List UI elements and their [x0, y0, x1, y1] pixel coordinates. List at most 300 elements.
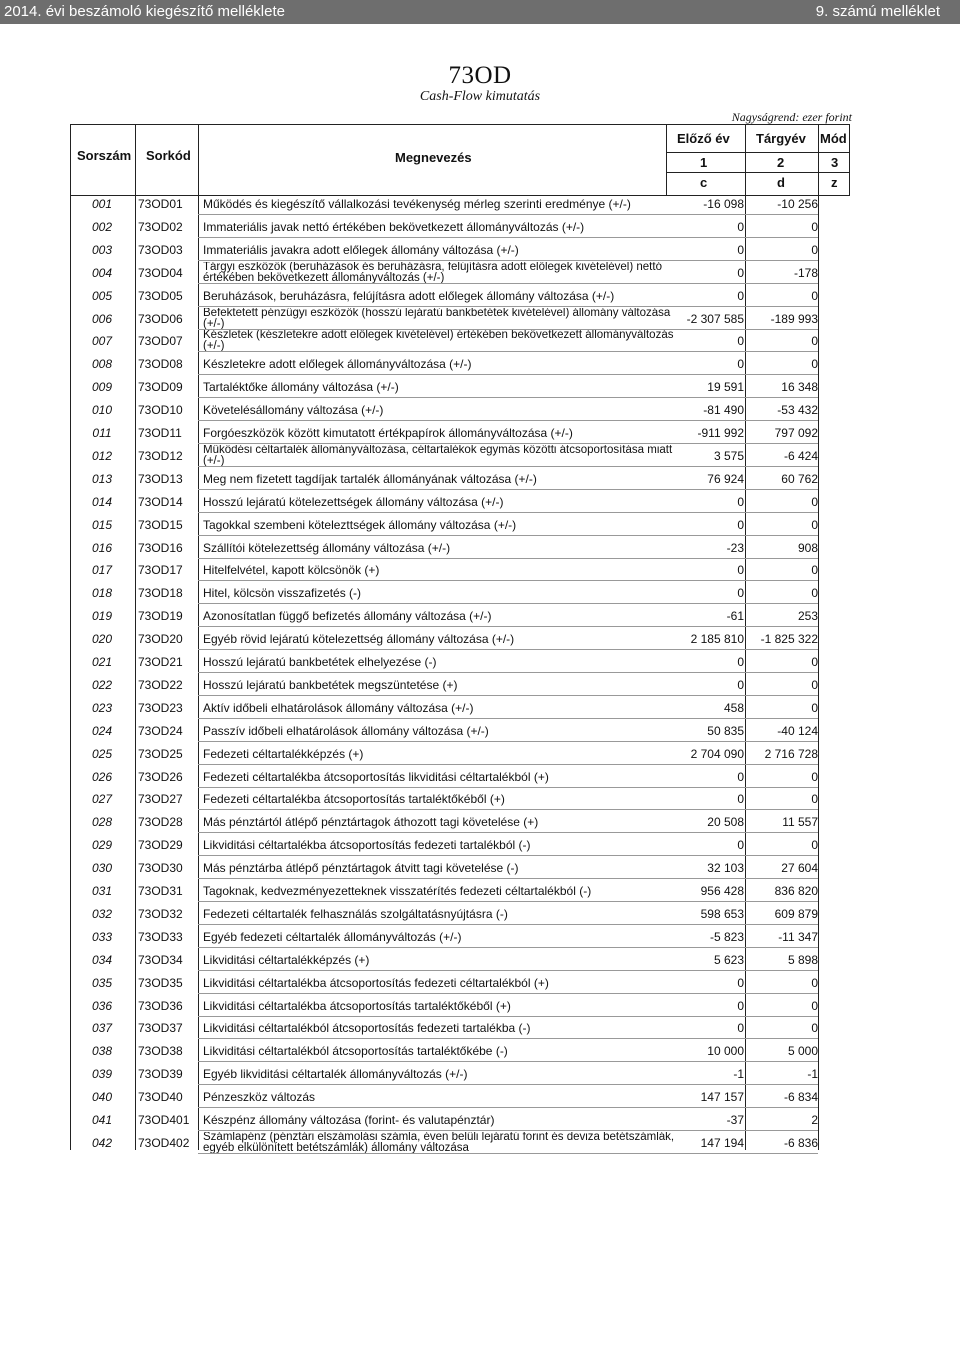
row-number: 029 — [91, 838, 113, 853]
row-previous-year: -81 490 — [703, 403, 744, 418]
row-description: Más pénztártól átlépő pénztártagok áthozott tagi követelése (+) — [203, 815, 539, 830]
table-row — [0, 743, 960, 765]
row-description: Aktív időbeli elhatárolások állomány változása (+/-) — [203, 700, 474, 715]
table-row — [0, 468, 960, 490]
row-previous-year: 458 — [723, 700, 744, 715]
row-divider — [198, 718, 818, 719]
row-code: 73OD18 — [138, 586, 183, 601]
row-current-year: 836 820 — [774, 884, 818, 898]
row-number: 013 — [91, 471, 113, 486]
row-current-year: 5 000 — [787, 1044, 818, 1059]
row-divider — [198, 580, 818, 581]
row-code: 73OD23 — [138, 700, 183, 715]
row-code: 73OD36 — [138, 998, 183, 1013]
row-number: 004 — [91, 265, 113, 280]
row-code: 73OD06 — [138, 311, 183, 326]
table-row — [0, 766, 960, 788]
row-previous-year: 0 — [737, 792, 744, 807]
table-row — [0, 857, 960, 879]
row-description: Likviditási céltartalékba átcsoportosítás fedezeti tartalékból (-) — [203, 838, 531, 853]
table-row — [0, 720, 960, 742]
row-description: Hosszú lejáratú bankbetétek elhelyezése (-) — [203, 655, 437, 669]
row-current-year: 0 — [811, 219, 818, 234]
row-divider — [198, 443, 818, 444]
row-current-year: 0 — [811, 563, 818, 578]
row-previous-year: 0 — [737, 586, 744, 601]
row-description: Készpénz állomány változása (forint- és valutapénztár) — [203, 1113, 495, 1127]
table-row — [0, 308, 960, 330]
row-current-year: 27 604 — [781, 861, 818, 876]
row-code: 73OD22 — [138, 677, 183, 692]
header-megnevezes: Megnevezés — [395, 150, 472, 165]
row-divider — [198, 741, 818, 742]
row-number: 023 — [91, 700, 113, 715]
table-row — [0, 834, 960, 856]
table-row — [0, 972, 960, 994]
row-current-year: 0 — [811, 288, 818, 303]
table-row — [0, 239, 960, 261]
row-number: 003 — [91, 242, 113, 257]
table-row — [0, 949, 960, 971]
row-divider — [198, 1016, 818, 1017]
row-number: 037 — [91, 1021, 113, 1036]
row-code: 73OD07 — [138, 334, 183, 349]
row-divider — [198, 603, 818, 604]
row-current-year: 0 — [811, 700, 818, 715]
row-previous-year: 956 428 — [700, 884, 744, 898]
row-code: 73OD03 — [138, 242, 183, 257]
row-number: 019 — [91, 609, 113, 624]
row-previous-year: 2 185 810 — [690, 632, 744, 647]
row-divider — [198, 374, 818, 375]
row-current-year: 0 — [811, 792, 818, 807]
row-divider — [198, 489, 818, 490]
table-row — [0, 880, 960, 902]
row-previous-year: 598 653 — [700, 906, 744, 921]
row-number: 008 — [91, 357, 113, 372]
row-code: 73OD11 — [138, 426, 182, 440]
row-previous-year: 0 — [737, 655, 744, 669]
row-current-year: -11 347 — [778, 929, 818, 944]
row-divider — [198, 924, 818, 925]
row-current-year: 60 762 — [781, 471, 818, 486]
row-current-year: 0 — [811, 242, 818, 257]
row-number: 005 — [91, 288, 113, 303]
row-divider — [198, 214, 818, 215]
row-number: 024 — [91, 723, 113, 738]
row-number: 026 — [91, 769, 113, 784]
row-description: Likviditási céltartalékba átcsoportosítás tartaléktőkéből (+) — [203, 998, 511, 1013]
row-description: Működési céltartalék állományváltozása, céltartalékok egymás közötti átcsoportosítása miatt (+/-) — [203, 444, 673, 467]
row-description: Azonosítatlan függő befizetés állomány változása (+/-) — [203, 609, 492, 624]
row-divider — [198, 306, 818, 307]
row-current-year: -40 124 — [777, 723, 818, 738]
row-number: 016 — [91, 540, 113, 555]
row-previous-year: 0 — [737, 517, 744, 532]
row-divider — [198, 764, 818, 765]
row-code: 73OD19 — [138, 609, 183, 624]
row-description: Likviditási céltartalékból átcsoportosítás fedezeti tartalékba (-) — [203, 1021, 531, 1036]
row-description: Követelésállomány változása (+/-) — [203, 403, 384, 418]
row-previous-year: 0 — [737, 242, 744, 257]
row-code: 73OD20 — [138, 632, 183, 647]
row-previous-year: -911 992 — [697, 426, 744, 440]
row-number: 032 — [91, 906, 113, 921]
row-code: 73OD17 — [138, 563, 183, 578]
row-description: Hosszú lejáratú kötelezettségek állomány változása (+/-) — [203, 494, 504, 509]
table-row — [0, 491, 960, 513]
document-subtitle: Cash-Flow kimutatás — [419, 89, 541, 104]
table-row — [0, 605, 960, 627]
table-row — [0, 697, 960, 719]
row-previous-year: 0 — [737, 975, 744, 990]
row-code: 73OD10 — [138, 403, 183, 418]
row-code: 73OD29 — [138, 838, 183, 853]
row-description: Beruházások, beruházásra, felújításra adott előlegek állomány változása (+/-) — [203, 288, 615, 303]
row-code: 73OD08 — [138, 357, 183, 372]
row-divider — [198, 1038, 818, 1039]
row-code: 73OD05 — [138, 288, 183, 303]
row-number: 041 — [91, 1113, 113, 1127]
row-description: Hitel, kölcsön visszafizetés (-) — [203, 586, 362, 601]
header-sorkod: Sorkód — [146, 148, 191, 163]
row-code: 73OD402 — [138, 1135, 190, 1150]
table-row — [0, 514, 960, 536]
table-row — [0, 1063, 960, 1085]
row-previous-year: 76 924 — [707, 471, 744, 486]
row-description: Működés és kiegészítő vállalkozási tevékenység mérleg szerinti eredménye (+/-) — [203, 197, 631, 211]
row-previous-year: 10 000 — [707, 1044, 744, 1059]
row-description: Passzív időbeli elhatárolások állomány változása (+/-) — [203, 723, 489, 738]
table-row — [0, 788, 960, 810]
row-code: 73OD38 — [138, 1044, 183, 1059]
row-description: Immateriális javak nettó értékében bekövetkezett állományváltozás (+/-) — [203, 219, 585, 234]
table-row — [0, 537, 960, 559]
row-number: 036 — [91, 998, 113, 1013]
row-divider — [198, 901, 818, 902]
row-previous-year: 147 194 — [700, 1135, 744, 1150]
row-current-year: 5 898 — [787, 952, 818, 967]
row-current-year: -1 — [807, 1067, 818, 1082]
row-code: 73OD16 — [138, 540, 183, 555]
row-number: 039 — [91, 1067, 113, 1082]
row-number: 018 — [91, 586, 113, 601]
appendix-number: 9. számú melléklet — [815, 3, 940, 20]
header-sorszam: Sorszám — [77, 148, 132, 163]
row-previous-year: 0 — [737, 288, 744, 303]
row-number: 034 — [91, 952, 113, 967]
row-divider — [198, 558, 818, 559]
row-code: 73OD401 — [138, 1113, 190, 1127]
table-row — [0, 674, 960, 696]
row-current-year: 0 — [811, 1021, 818, 1036]
row-number: 001 — [91, 197, 113, 211]
row-description: Fedezeti céltartalékképzés (+) — [203, 746, 364, 761]
row-previous-year: 0 — [737, 219, 744, 234]
row-code: 73OD37 — [138, 1021, 183, 1036]
table-row — [0, 445, 960, 467]
row-number: 009 — [91, 380, 113, 395]
row-previous-year: 3 575 — [713, 448, 744, 463]
table-row — [0, 1017, 960, 1039]
row-number: 011 — [92, 426, 112, 440]
row-description: Számlapénz (pénztári elszámolási számla, éven belüli lejáratú forint és deviza betétszámlák, egyéb elkülönített betétszámlák) állomány változása — [203, 1131, 675, 1154]
row-divider — [198, 512, 818, 513]
row-current-year: 0 — [811, 998, 818, 1013]
row-current-year: 0 — [811, 677, 818, 692]
header-targyev: Tárgyév — [756, 131, 806, 146]
row-divider — [198, 993, 818, 994]
table-row — [0, 193, 960, 215]
table-row — [0, 995, 960, 1017]
row-previous-year: -5 823 — [709, 929, 744, 944]
row-code: 73OD26 — [138, 769, 183, 784]
row-divider — [198, 351, 818, 352]
header-curr-number: 2 — [777, 155, 785, 170]
row-code: 73OD34 — [138, 952, 183, 967]
row-previous-year: 0 — [737, 998, 744, 1013]
row-description: Készletek (készletekre adott előlegek kivételével) értékében bekövetkezett állományváltozás (+/-) — [203, 330, 674, 353]
row-code: 73OD39 — [138, 1067, 183, 1082]
row-divider — [198, 283, 818, 284]
row-current-year: -189 993 — [770, 311, 818, 326]
row-divider — [198, 970, 818, 971]
table-row — [0, 926, 960, 948]
row-current-year: -178 — [793, 265, 818, 280]
table-row — [0, 1109, 960, 1131]
row-description: Immateriális javakra adott előlegek állomány változása (+/-) — [203, 242, 519, 257]
row-previous-year: 0 — [737, 838, 744, 853]
row-previous-year: -16 098 — [703, 197, 744, 211]
table-row — [0, 422, 960, 444]
row-description: Tagoknak, kedvezményezetteknek visszatérítés fedezeti céltartalékból (-) — [203, 884, 592, 898]
row-divider — [198, 535, 818, 536]
row-code: 73OD33 — [138, 929, 183, 944]
row-divider — [198, 1084, 818, 1085]
row-code: 73OD35 — [138, 975, 183, 990]
row-description: Más pénztárba átlépő pénztártagok átvitt tagi követelése (-) — [203, 861, 519, 876]
table-row — [0, 1040, 960, 1062]
row-code: 73OD31 — [138, 884, 183, 898]
row-code: 73OD21 — [138, 655, 183, 669]
row-current-year: 0 — [811, 586, 818, 601]
row-number: 025 — [91, 746, 113, 761]
row-current-year: 0 — [811, 838, 818, 853]
row-previous-year: -61 — [726, 609, 744, 624]
row-divider — [198, 695, 818, 696]
table-row — [0, 216, 960, 238]
row-previous-year: 0 — [737, 677, 744, 692]
row-description: Befektetett pénzügyi eszközök (hosszú lejáratú bankbetétek kivételével) állomány változása (+/-) — [203, 307, 671, 330]
row-code: 73OD09 — [138, 380, 183, 395]
row-previous-year: -37 — [726, 1113, 744, 1127]
row-divider — [198, 672, 818, 673]
row-number: 028 — [91, 815, 113, 830]
header-mod: Mód — [820, 131, 847, 146]
row-previous-year: 0 — [737, 494, 744, 509]
row-code: 73OD04 — [138, 265, 183, 280]
row-number: 020 — [91, 632, 113, 647]
row-code: 73OD27 — [138, 792, 183, 807]
row-previous-year: 0 — [737, 1021, 744, 1036]
row-current-year: 0 — [811, 975, 818, 990]
row-number: 038 — [91, 1044, 113, 1059]
row-description: Egyéb fedezeti céltartalék állományváltozás (+/-) — [203, 929, 462, 944]
row-previous-year: -1 — [733, 1067, 744, 1082]
header-prev-number: 1 — [700, 155, 708, 170]
row-number: 021 — [91, 655, 113, 669]
row-description: Szállítói kötelezettség állomány változása (+/-) — [203, 540, 451, 555]
row-previous-year: 2 704 090 — [690, 746, 744, 761]
table-row — [0, 376, 960, 398]
table-row — [0, 559, 960, 581]
row-previous-year: 0 — [737, 769, 744, 784]
row-code: 73OD30 — [138, 861, 183, 876]
row-previous-year: 32 103 — [707, 861, 744, 876]
row-number: 040 — [91, 1090, 113, 1105]
row-divider — [198, 1107, 818, 1108]
row-divider — [198, 1061, 818, 1062]
document-title: 73OD — [448, 62, 512, 89]
row-description: Pénzeszköz változás — [203, 1090, 316, 1105]
row-code: 73OD24 — [138, 723, 183, 738]
row-current-year: 908 — [797, 540, 818, 555]
row-previous-year: 5 623 — [713, 952, 744, 967]
row-current-year: 16 348 — [781, 380, 818, 395]
row-previous-year: 0 — [737, 334, 744, 349]
row-current-year: 253 — [797, 609, 818, 624]
table-row — [0, 285, 960, 307]
row-description: Likviditási céltartalékképzés (+) — [203, 952, 370, 967]
row-number: 014 — [91, 494, 113, 509]
row-description: Hitelfelvétel, kapott kölcsönök (+) — [203, 563, 380, 578]
row-previous-year: 19 591 — [707, 380, 744, 395]
row-divider — [198, 649, 818, 650]
row-divider — [198, 466, 818, 467]
row-description: Egyéb likviditási céltartalék állományváltozás (+/-) — [203, 1067, 468, 1082]
row-divider — [198, 947, 818, 948]
row-description: Meg nem fizetett tagdíjak tartalék állományának változása (+/-) — [203, 471, 537, 486]
row-description: Likviditási céltartalékba átcsoportosítás fedezeti céltartalékból (+) — [203, 975, 549, 990]
row-current-year: 609 879 — [774, 906, 818, 921]
header-elozo-ev: Előző év — [677, 131, 730, 146]
row-current-year: 2 — [811, 1113, 818, 1127]
row-current-year: 0 — [811, 655, 818, 669]
row-code: 73OD14 — [138, 494, 183, 509]
row-description: Likviditási céltartalékból átcsoportosítás tartaléktőkébe (-) — [203, 1044, 508, 1059]
row-code: 73OD13 — [138, 471, 183, 486]
row-current-year: -10 256 — [777, 197, 818, 211]
table-row — [0, 811, 960, 833]
row-current-year: -53 432 — [777, 403, 818, 418]
row-code: 73OD01 — [138, 197, 183, 211]
row-current-year: 0 — [811, 769, 818, 784]
row-number: 007 — [91, 334, 113, 349]
table-row — [0, 651, 960, 673]
row-previous-year: 20 508 — [707, 815, 744, 830]
row-description: Egyéb rövid lejáratú kötelezettség állomány változása (+/-) — [203, 632, 515, 647]
table-row — [0, 1086, 960, 1108]
header-curr-letter: d — [777, 175, 785, 190]
row-previous-year: 50 835 — [707, 723, 744, 738]
row-previous-year: -2 307 585 — [686, 311, 744, 326]
row-divider — [198, 626, 818, 627]
row-current-year: 0 — [811, 334, 818, 349]
row-divider — [198, 1130, 818, 1131]
row-previous-year: 0 — [737, 357, 744, 372]
row-number: 012 — [91, 448, 113, 463]
table-row — [0, 582, 960, 604]
row-number: 031 — [91, 884, 113, 898]
row-previous-year: 0 — [737, 563, 744, 578]
row-current-year: 0 — [811, 494, 818, 509]
row-number: 030 — [91, 861, 113, 876]
row-code: 73OD15 — [138, 517, 183, 532]
row-current-year: 0 — [811, 357, 818, 372]
row-number: 042 — [91, 1135, 113, 1150]
row-description: Fedezeti céltartalék felhasználás szolgáltatásnyújtásra (-) — [203, 906, 508, 921]
row-description: Tagokkal szembeni kötelezttségek állomány változása (+/-) — [203, 517, 517, 532]
header-mod-number: 3 — [831, 155, 839, 170]
row-number: 027 — [91, 792, 113, 807]
table-row — [0, 1132, 960, 1154]
row-divider — [198, 260, 818, 261]
row-divider — [198, 878, 818, 879]
row-previous-year: 147 157 — [700, 1090, 744, 1105]
unit-note: Nagyságrend: ezer forint — [731, 110, 852, 124]
table-row — [0, 353, 960, 375]
table-row — [0, 262, 960, 284]
report-name: 2014. évi beszámoló kiegészítő melléklete — [4, 3, 285, 20]
row-current-year: 0 — [811, 517, 818, 532]
row-divider — [198, 397, 818, 398]
row-number: 017 — [91, 563, 113, 578]
row-divider — [198, 855, 818, 856]
row-number: 015 — [91, 517, 113, 532]
header-prev-letter: c — [700, 175, 708, 190]
row-current-year: -6 424 — [783, 448, 818, 463]
row-current-year: -6 836 — [783, 1135, 818, 1150]
row-divider — [198, 787, 818, 788]
row-number: 002 — [91, 219, 113, 234]
row-previous-year: 0 — [737, 265, 744, 280]
row-code: 73OD02 — [138, 219, 183, 234]
row-divider — [198, 237, 818, 238]
row-current-year: -6 834 — [783, 1090, 818, 1105]
row-current-year: 797 092 — [774, 426, 818, 440]
row-current-year: 2 716 728 — [764, 746, 818, 761]
row-code: 73OD28 — [138, 815, 183, 830]
table-row — [0, 330, 960, 352]
row-divider — [198, 809, 818, 810]
row-number: 010 — [91, 403, 113, 418]
row-divider — [198, 420, 818, 421]
row-description: Tartaléktőke állomány változása (+/-) — [203, 380, 399, 395]
row-description: Hosszú lejáratú bankbetétek megszüntetése (+) — [203, 677, 458, 692]
row-current-year: -1 825 322 — [760, 632, 818, 647]
table-row — [0, 399, 960, 421]
row-number: 022 — [91, 677, 113, 692]
table-row — [0, 628, 960, 650]
table-row — [0, 903, 960, 925]
row-number: 035 — [91, 975, 113, 990]
row-code: 73OD12 — [138, 448, 183, 463]
row-code: 73OD32 — [138, 906, 183, 921]
row-description: Tárgyi eszközök (beruházások és beruházásra, felújításra adott előlegek kivételével) nettó értékében bekövetkezett állományváltozás (+/-) — [203, 261, 662, 284]
row-divider — [198, 832, 818, 833]
row-number: 006 — [91, 311, 113, 326]
row-description: Fedezeti céltartalékba átcsoportosítás tartaléktőkéből (+) — [203, 792, 505, 807]
